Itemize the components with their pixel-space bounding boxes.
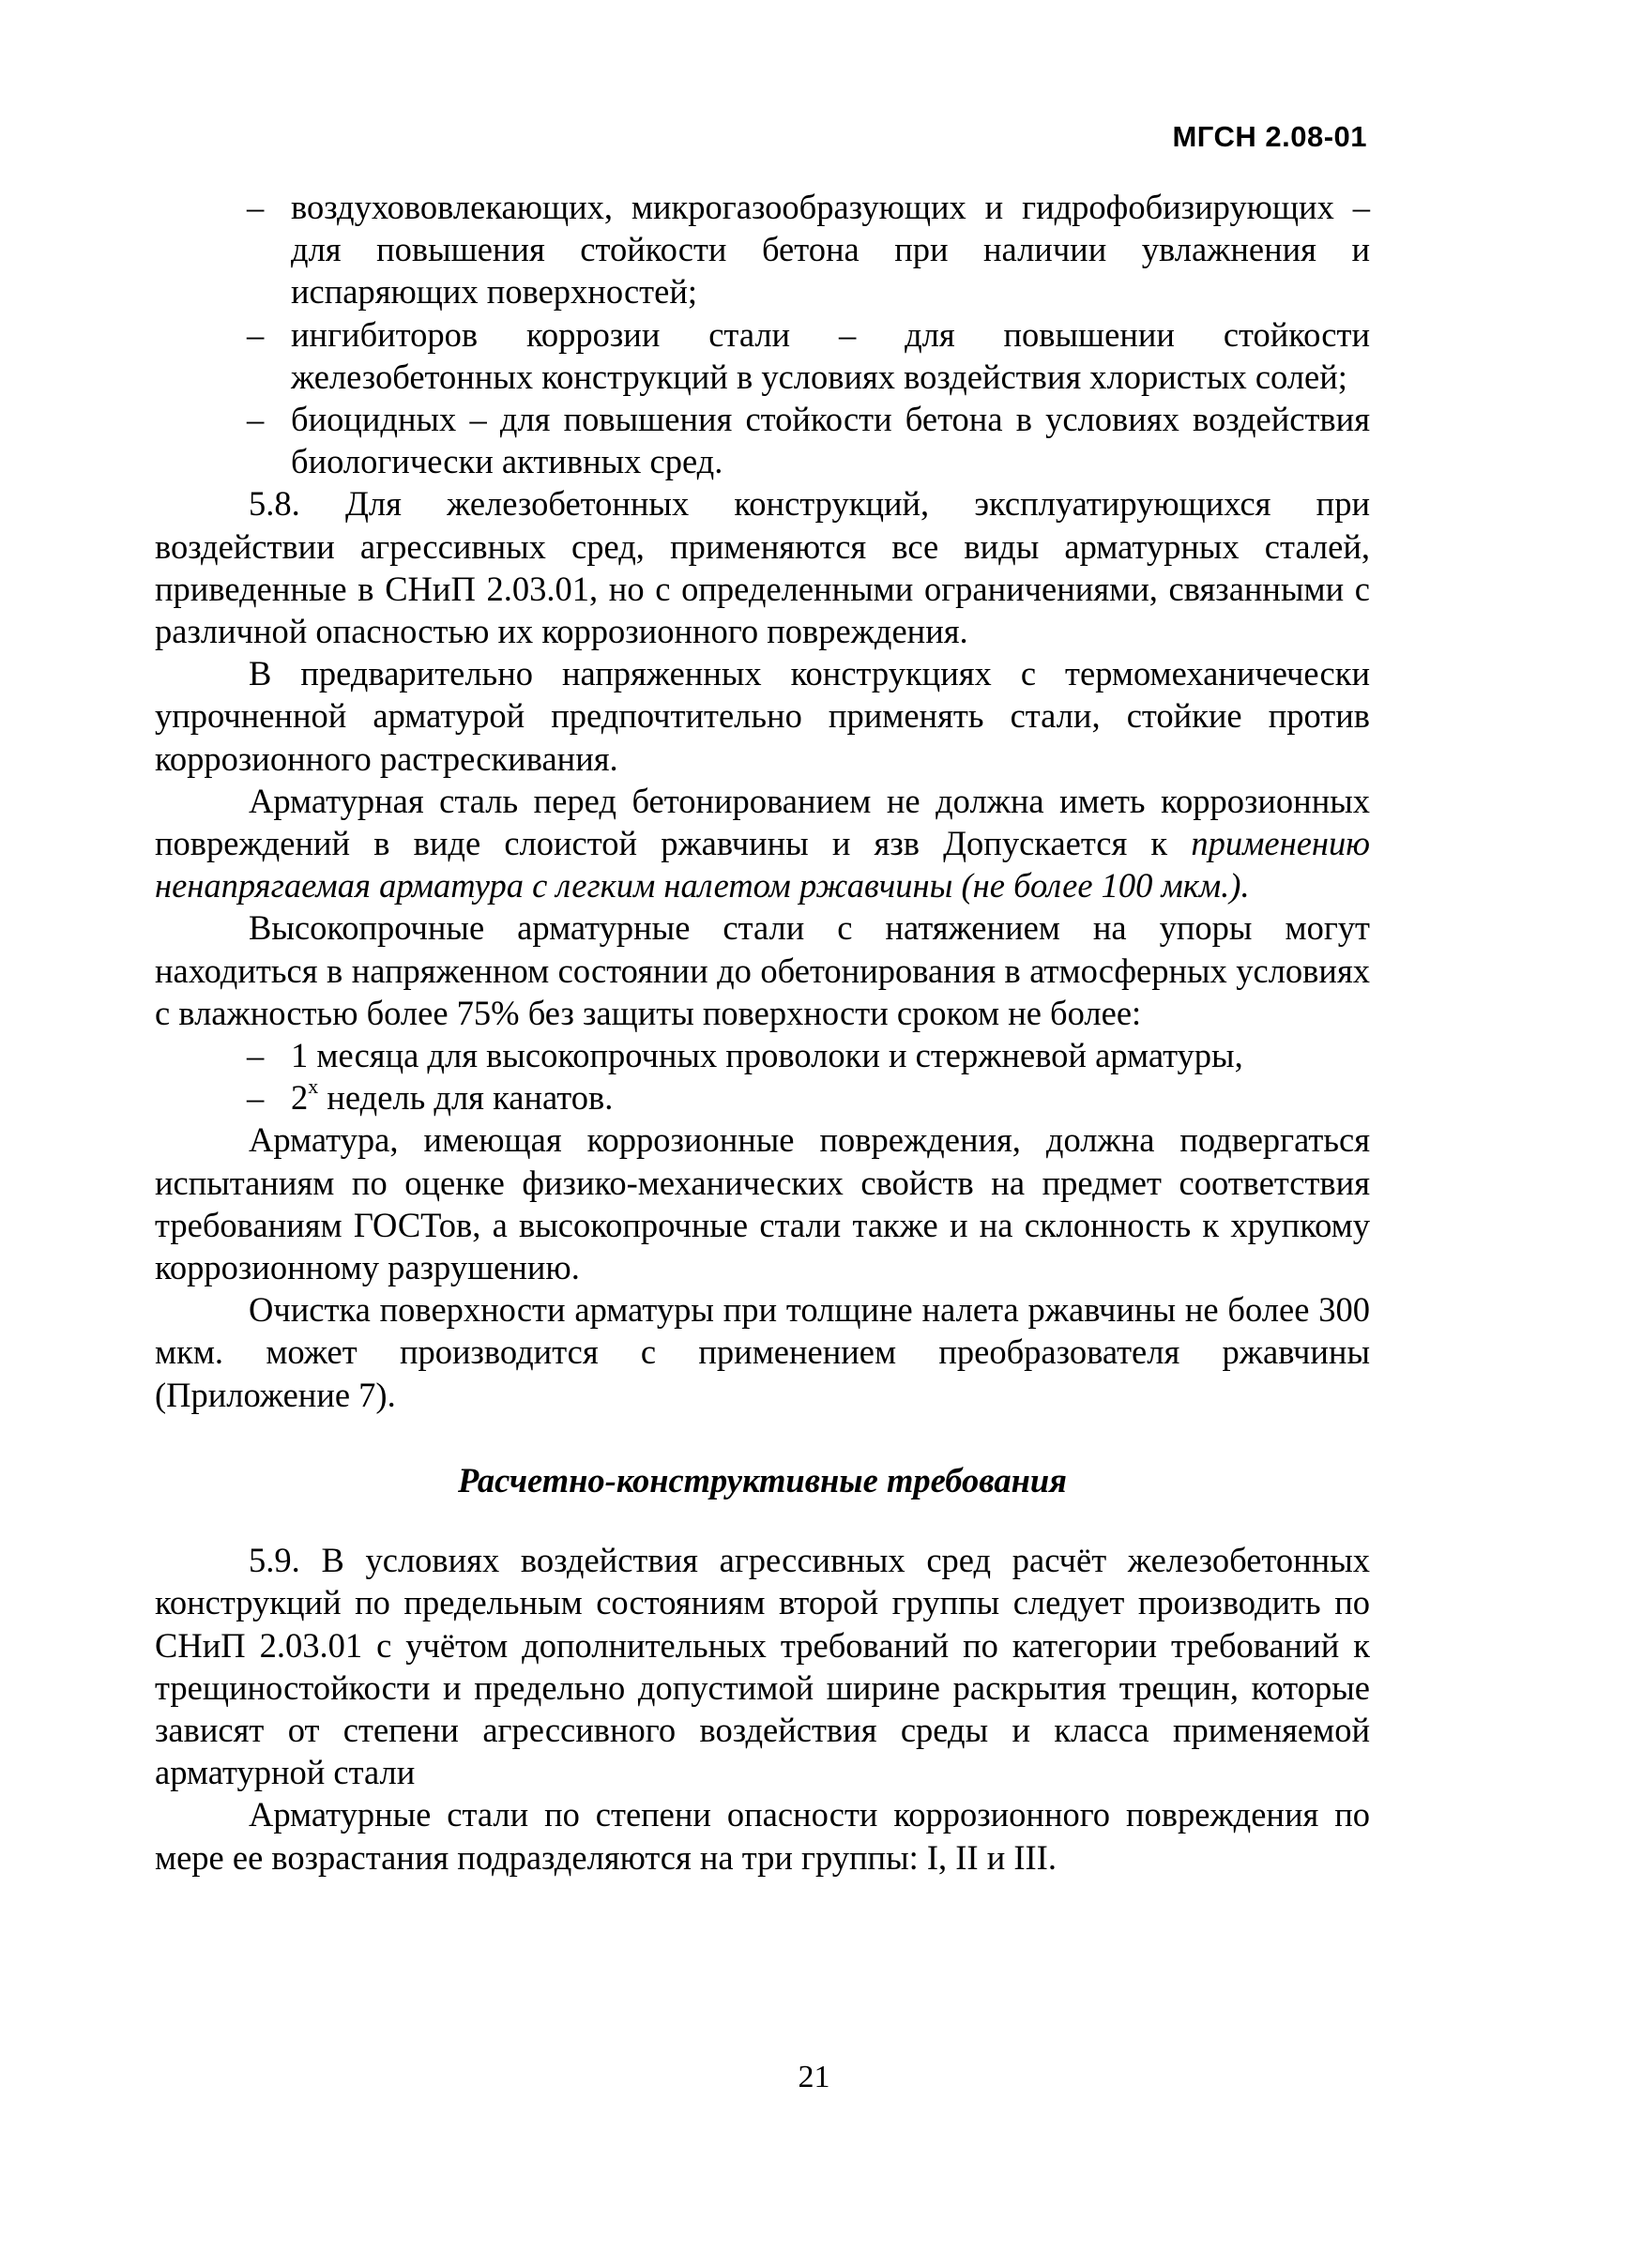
list-item xyxy=(155,313,1370,398)
paragraph-5-8: 5.8. Для железобетонных конструкций, эксплуатирующихся при воздействии агрессивных сред, применяются все виды арматурных сталей, приведенные в СНиП 2.03.01, но с определенными ограничениями, связанными с различной опасностью их коррозионного повреждения. xyxy=(155,484,1370,651)
paragraph-rebar-condition xyxy=(155,780,1370,907)
list-item xyxy=(155,398,1370,482)
paragraph-high-strength: Высокопрочные арматурные стали с натяжением на упоры могут находиться в напряженном состоянии до обетонирования в атмосферных условиях с влажностью более 75% без защиты поверхности сроком не более: xyxy=(155,908,1370,1032)
paragraph-italic-tail: (не более 100 мкм.). xyxy=(952,866,1250,906)
paragraph-text: Арматурная сталь перед бетонированием не должна иметь коррозионных повреждений в виде слоистой ржавчины и язв Допускается к xyxy=(155,781,1370,863)
list-item-text: воздухововлекающих, микрогазообразующих и гидрофобизирующих – для повышения стойкости бетона при наличии увлажнения и испаряющих поверхностей; xyxy=(291,188,1370,312)
list-item-text xyxy=(291,1076,1370,1119)
list-item-text: ингибиторов коррозии стали – для повышении стойкости железобетонных конструкций в условиях воздействия хлористых солей; xyxy=(291,314,1370,396)
list-dash: – xyxy=(247,188,265,226)
section-heading: Расчетно-конструктивные требования xyxy=(458,1460,1067,1499)
list-item-rest: недель для канатов. xyxy=(318,1078,614,1118)
list-item xyxy=(155,1034,1370,1076)
paragraph-italic-text: применению ненапрягаемая арматура с легким налетом ржавчины xyxy=(155,824,1370,906)
list-dash: – xyxy=(247,1078,265,1118)
page-number: 21 xyxy=(798,2060,830,2094)
paragraph-cleaning: Очистка поверхности арматуры при толщине налета ржавчины не более 300 мкм. может производится с применением преобразователя ржавчины (Приложение 7). xyxy=(155,1290,1370,1414)
list-item-number: 2 xyxy=(291,1078,309,1118)
list-dash: – xyxy=(247,314,265,354)
page-content xyxy=(155,186,1370,1879)
paragraph-prestressed: В предварительно напряженных конструкциях с термомеханичечески упрочненной арматурой предпочтительно применять стали, стойкие против коррозионного растрескивания. xyxy=(155,654,1370,778)
paragraph-damaged-rebar: Арматура, имеющая коррозионные повреждения, должна подвергаться испытаниям по оценке физико-механических свойств на предмет соответствия требованиям ГОСТов, а высокопрочные стали также и на склонность к хрупкому коррозионному разрушению. xyxy=(155,1120,1370,1287)
paragraph-steel-groups: Арматурные стали по степени опасности коррозионного повреждения по мере ее возрастания подразделяются на три группы: I, II и III. xyxy=(155,1795,1370,1877)
list-item-text: 1 месяца для высокопрочных проволоки и стержневой арматуры, xyxy=(291,1036,1243,1075)
list-item xyxy=(155,1076,1370,1119)
list-dash: – xyxy=(247,1036,265,1075)
superscript: х xyxy=(308,1074,319,1099)
paragraph-5-9: 5.9. В условиях воздействия агрессивных сред расчёт железобетонных конструкций по предельным состояниям второй группы следует производить по СНиП 2.03.01 с учётом дополнительных требований по категории требований к трещиностойкости и предельно допустимой ширине раскрытия трещин, которые зависят от степени агрессивного воздействия среды и класса применяемой арматурной стали xyxy=(155,1541,1370,1792)
list-dash: – xyxy=(247,400,265,439)
list-item xyxy=(155,186,1370,313)
list-item-text: биоцидных – для повышения стойкости бетона в условиях воздействия биологически активных сред. xyxy=(291,400,1370,481)
document-code: МГСН 2.08-01 xyxy=(1172,120,1367,153)
